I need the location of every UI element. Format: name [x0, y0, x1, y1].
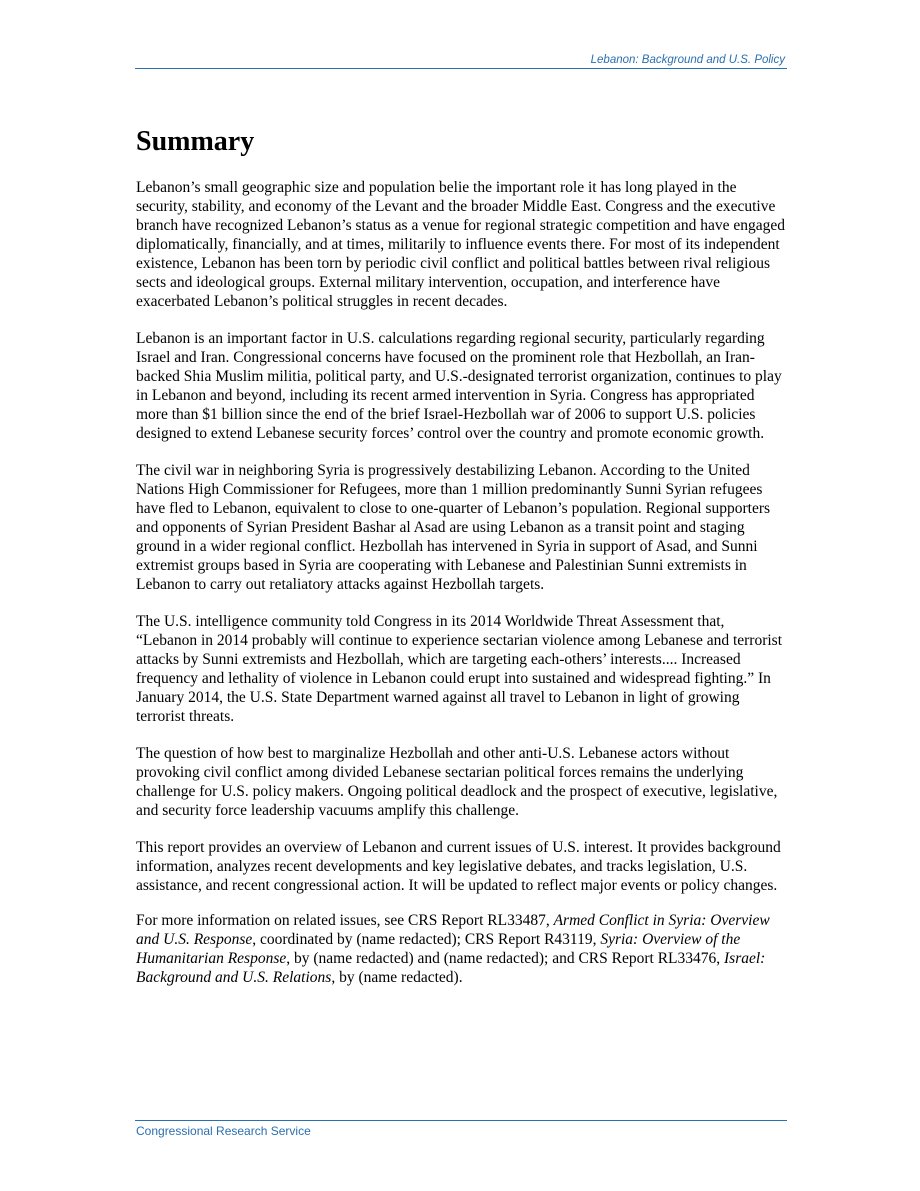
summary-paragraph: The civil war in neighboring Syria is progressively destabilizing Lebanon. According to the United Nations High Commissioner for Refugees, more than 1 million predominantly Sunni Syrian refugees have fled to Lebanon, equivalent to close to one-quarter of Lebanon’s population. Regional supporters and opponents of Syrian President Bashar al Asad are using Lebanon as a transit point and staging ground in a wider regional conflict. Hezbollah has intervened in Syria in support of Asad, and Sunni extremist groups based in Syria are cooperating with Lebanese and Palestinian Sunni extremists in Lebanon to carry out retaliatory attacks against Hezbollah targets. [136, 462, 771, 593]
summary-paragraph: Lebanon is an important factor in U.S. calculations regarding regional security, particularly regarding Israel and Iran. Congressional concerns have focused on the prominent role that Hezbollah, an Iran-backed Shia Muslim militia, political party, and U.S.-designated terrorist organization, continues to play in Lebanon and beyond, including its recent armed intervention in Syria. Congress has appropriated more than $1 billion since the end of the brief Israel-Hezbollah war of 2006 to support U.S. policies designed to extend Lebanese security forces’ control over the country and promote economic growth. [136, 330, 782, 442]
summary-paragraph: The question of how best to marginalize Hezbollah and other anti-U.S. Lebanese actors without provoking civil conflict among divided Lebanese sectarian political forces remains the underlying challenge for U.S. policy makers. Ongoing political deadlock and the prospect of executive, legislative, and security force leadership vacuums amplify this challenge. [136, 745, 778, 819]
report-title-syria-humanitarian: Syria: Overview of the Humanitarian Response [136, 931, 741, 967]
summary-body [136, 178, 788, 1005]
page-footer [135, 1120, 787, 1138]
running-header [135, 52, 787, 69]
related-text: , by (name redacted). [331, 969, 463, 986]
related-text: For more information on related issues, see CRS Report RL33487, [136, 912, 554, 929]
report-title-syria-conflict: Armed Conflict in Syria: Overview and U.S. Response [136, 912, 770, 948]
related-text: , by (name redacted) and (name redacted); and CRS Report RL33476, [286, 950, 724, 967]
related-text: , coordinated by (name redacted); CRS Report R43119, [252, 931, 601, 948]
summary-paragraph: The U.S. intelligence community told Congress in its 2014 Worldwide Threat Assessment that, “Lebanon in 2014 probably will continue to experience sectarian violence among Lebanese and terrorist attacks by Sunni extremists and Hezbollah, which are targeting each-others’ interests.... Increased frequency and lethality of violence in Lebanon could erupt into sustained and widespread fighting.” In January 2014, the U.S. State Department warned against all travel to Lebanon in light of growing terrorist threats. [136, 613, 783, 725]
summary-paragraph: This report provides an overview of Lebanon and current issues of U.S. interest. It provides background information, analyzes recent developments and key legislative debates, and tracks legislation, U.S. assistance, and recent congressional action. It will be updated to reflect major events or policy changes. [136, 839, 781, 894]
report-title-israel: Israel: Background and U.S. Relations [136, 950, 766, 986]
page-heading: Summary [136, 126, 255, 157]
summary-paragraph: Lebanon’s small geographic size and population belie the important role it has long played in the security, stability, and economy of the Levant and the broader Middle East. Congress and the executive branch have recognized Lebanon’s status as a venue for regional strategic competition and have engaged diplomatically, financially, and at times, militarily to influence events there. For most of its independent existence, Lebanon has been torn by periodic civil conflict and political battles between rival religious sects and ideological groups. External military intervention, occupation, and interference have exacerbated Lebanon’s political struggles in recent decades. [136, 179, 786, 310]
running-title: Lebanon: Background and U.S. Policy [590, 54, 785, 66]
related-reports-paragraph [136, 911, 788, 987]
footer-label: Congressional Research Service [136, 1124, 311, 1138]
